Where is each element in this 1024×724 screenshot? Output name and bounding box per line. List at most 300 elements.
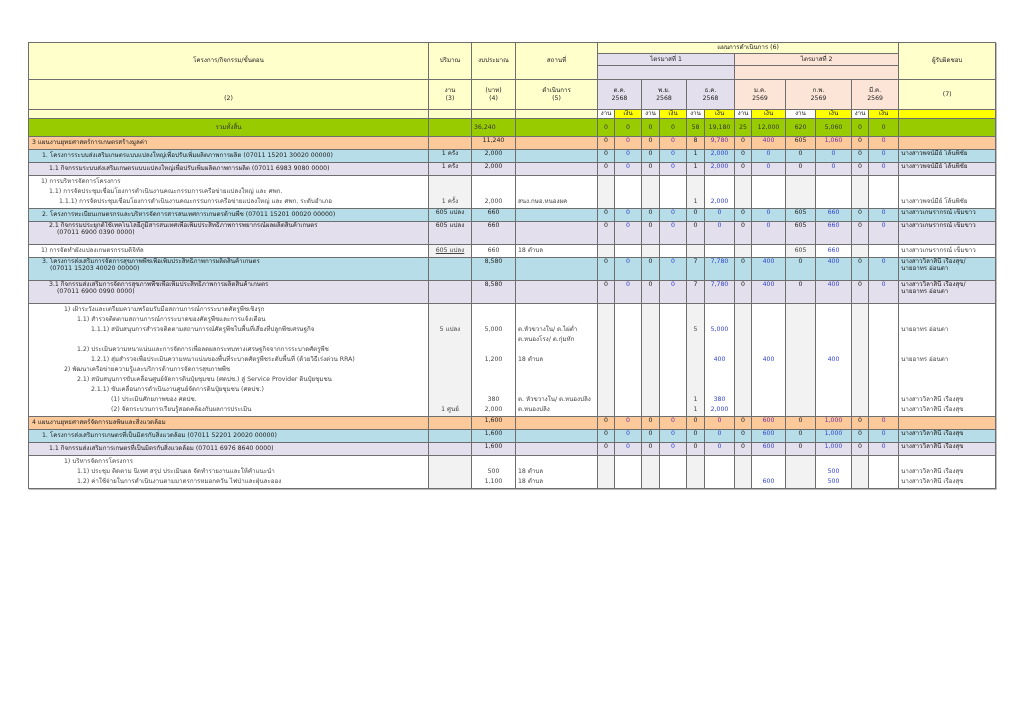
budget-cell: 2,000 <box>472 150 516 163</box>
item-cell <box>899 176 996 209</box>
header-work: งาน <box>786 110 816 119</box>
total-plan-cell: 0 <box>852 119 869 137</box>
item-plan-value <box>788 305 813 315</box>
item-plan-value <box>644 405 657 415</box>
item-cell <box>705 245 735 258</box>
item-owner: นางสาวเกษรากรณ์ เข็มขาว <box>901 247 976 254</box>
item-cell <box>735 456 752 489</box>
item-plan-value <box>818 457 849 467</box>
item-plan-value <box>662 197 684 207</box>
item-plan-value: 400 <box>827 356 840 363</box>
plan-cell: 0 <box>642 163 660 176</box>
item-plan-value <box>854 395 866 405</box>
plan-cell: 0 <box>642 430 660 443</box>
plan-cell: 0 <box>869 417 899 430</box>
owner-name: นางสาววิลาสินี เรืองสุข <box>901 430 964 437</box>
item-cell <box>752 456 786 489</box>
header-money: เงิน <box>660 110 687 119</box>
place-cell <box>516 417 598 430</box>
header-month-oct: ต.ค. 2568 <box>598 80 642 110</box>
plan-cell: 0 <box>752 222 786 245</box>
item-cell <box>642 456 660 489</box>
item-plan-value <box>644 477 657 487</box>
header-owner-num-label: (7) <box>942 90 952 98</box>
plan-cell: 0 <box>687 430 705 443</box>
plan-cell: 0 <box>852 222 869 245</box>
item-qty: 5 แปลง <box>439 326 461 333</box>
act-title-text: 1.1 กิจกรรมระบบส่งเสริมเกษตรแบบแปลงใหญ่เพื่อปรับเพิ่มผลิตภาพการผลิต (07011 6983 9080 0000) <box>49 165 330 173</box>
item-plan-value <box>754 197 783 207</box>
budget-cell: 1,600 <box>472 443 516 456</box>
plan-cell: 0 <box>687 209 705 222</box>
item-plan-value <box>600 355 612 365</box>
item-plan-value <box>707 246 732 256</box>
plan-cell: 0 <box>615 137 642 150</box>
item-plan-value <box>788 375 813 385</box>
plan-cell: 0 <box>816 150 852 163</box>
owner-cell <box>899 430 996 443</box>
total-plan-cell: 0 <box>660 119 687 137</box>
act-title <box>29 222 429 245</box>
act-row <box>29 222 996 245</box>
item-plan-value <box>871 477 896 487</box>
total-plan-cell: 620 <box>786 119 816 137</box>
item-qty <box>431 395 469 405</box>
item-plan-value <box>754 325 783 335</box>
plan-cell: 0 <box>735 417 752 430</box>
item-plan-value <box>818 405 849 415</box>
spacer <box>854 335 866 345</box>
header-work: งาน <box>735 110 752 119</box>
item-cell <box>660 245 687 258</box>
item-budget <box>474 315 513 325</box>
item-text: 1.1.1) สนับสนุนการสำรวจติดตามสถานการณ์ศัตรูพืชในพื้นที่เสี่ยงที่ปลูกพืชเศรษฐกิจ <box>91 326 315 333</box>
item-row <box>29 304 996 417</box>
plan-cell: 1,000 <box>816 430 852 443</box>
item-qty <box>431 305 469 315</box>
item-cell <box>899 245 996 258</box>
proj-title-code: (07011 15203 40020 00000) <box>50 265 140 273</box>
item-plan-value <box>854 375 866 385</box>
act-row <box>29 281 996 304</box>
item-cell <box>869 304 899 417</box>
header-place-sub: ดำเนินการ <box>542 87 571 95</box>
plan-cell: 0 <box>869 222 899 245</box>
item-place <box>518 457 595 467</box>
item-plan-value <box>617 395 639 405</box>
item-place <box>518 375 595 385</box>
act-row <box>29 443 996 456</box>
spacer <box>788 335 813 345</box>
plan-cell: 0 <box>660 417 687 430</box>
item-budget: 2,000 <box>484 198 503 205</box>
item-budget <box>474 385 513 395</box>
header-budget-label: งบประมาณ <box>478 57 509 65</box>
item-plan-value <box>737 246 749 256</box>
item-plan-value <box>788 467 813 477</box>
item-plan-value <box>644 305 657 315</box>
plan-cell: 0 <box>786 281 816 304</box>
item-plan-value <box>617 246 639 256</box>
item-plan-value <box>737 325 749 335</box>
item-budget: 1,100 <box>484 478 503 485</box>
plan-cell: 400 <box>816 258 852 281</box>
header-qty-label: ปริมาณ <box>439 57 461 65</box>
item-place <box>518 345 595 355</box>
plan-cell: 1,000 <box>816 417 852 430</box>
item-plan-value <box>737 457 749 467</box>
plan-cell: 0 <box>642 443 660 456</box>
item-cell <box>472 456 516 489</box>
act-row <box>29 163 996 176</box>
item-plan-value: 2,000 <box>710 198 729 205</box>
item-cell <box>786 245 816 258</box>
header-money: เงิน <box>869 110 899 119</box>
item-cell <box>472 304 516 417</box>
plan-cell: 600 <box>752 430 786 443</box>
item-plan-value <box>737 315 749 325</box>
item-cell <box>816 245 852 258</box>
plan-cell: 0 <box>598 417 615 430</box>
spacer <box>737 335 749 345</box>
item-text: 1.1.1) การจัดประชุมเชื่อมโยงการดำเนินงานคณะกรรมการเครือข่ายแปลงใหญ่ และ ศพก. ระดับอำเภอ <box>59 198 332 205</box>
total-plan-cell: 0 <box>598 119 615 137</box>
plan-cell: 0 <box>660 443 687 456</box>
item-budget: 1,200 <box>484 356 503 363</box>
plan-cell: 0 <box>660 209 687 222</box>
budget-cell: 2,000 <box>472 163 516 176</box>
item-plan-value <box>617 467 639 477</box>
item-budget <box>474 345 513 355</box>
item-cell <box>29 304 429 417</box>
item-plan-value <box>788 355 813 365</box>
item-plan-value <box>737 405 749 415</box>
spacer <box>644 335 657 345</box>
item-qty <box>431 345 469 355</box>
item-plan-value <box>737 305 749 315</box>
item-plan-value <box>707 385 732 395</box>
plan-cell: 0 <box>598 222 615 245</box>
plan-cell: 0 <box>852 281 869 304</box>
plan-cell: 0 <box>615 417 642 430</box>
item-budget: 660 <box>487 247 500 254</box>
plan-cell: 0 <box>735 163 752 176</box>
header-work: งาน <box>642 110 660 119</box>
plan-cell: 0 <box>598 258 615 281</box>
item-plan-value <box>754 395 783 405</box>
item-plan-value <box>871 375 896 385</box>
item-plan-value: 400 <box>713 356 726 363</box>
item-plan-value: 380 <box>713 396 726 403</box>
item-place-2: ต.หนองโรง/ ต.กุ่มหัก <box>518 336 575 343</box>
proj-row <box>29 150 996 163</box>
header-quarter-1-space <box>598 66 735 80</box>
item-plan-value <box>600 197 612 207</box>
plan-cell: 0 <box>786 430 816 443</box>
spacer <box>871 335 896 345</box>
item-plan-value <box>617 355 639 365</box>
header-quarter-2-space <box>735 66 899 80</box>
plan-cell: 600 <box>752 417 786 430</box>
item-cell <box>852 176 869 209</box>
item-cell <box>705 176 735 209</box>
item-plan-value <box>818 325 849 335</box>
item-cell <box>29 245 429 258</box>
item-plan-value: 2,000 <box>710 406 729 413</box>
plan-cell: 0 <box>660 163 687 176</box>
item-cell <box>516 176 598 209</box>
table-body <box>29 119 996 489</box>
plan-title <box>29 137 429 150</box>
qty-cell <box>429 417 472 430</box>
plan-cell: 605 <box>786 222 816 245</box>
item-cell <box>786 456 816 489</box>
plan-cell: 0 <box>660 430 687 443</box>
item-plan-value <box>818 315 849 325</box>
item-cell <box>516 304 598 417</box>
plan-cell: 1 <box>687 163 705 176</box>
header-place-label: สถานที่ <box>546 57 567 65</box>
item-cell <box>786 176 816 209</box>
owner-name: นางสาวเกษรากรณ์ เข็มขาว <box>901 222 976 229</box>
plan-cell: 0 <box>598 137 615 150</box>
item-cell <box>852 456 869 489</box>
item-owner: นายอาทร อ่อนตา <box>901 326 949 333</box>
plan-cell: 1,000 <box>816 443 852 456</box>
owner-name: นางสาวพจน์มีย์ โล้นพิชัย <box>901 163 968 170</box>
item-cell <box>598 245 615 258</box>
plan-cell: 7 <box>687 258 705 281</box>
item-plan-value <box>644 355 657 365</box>
item-plan-value <box>871 246 896 256</box>
plan-cell: 0 <box>660 150 687 163</box>
item-plan-value <box>689 305 702 315</box>
header-month-dec: ธ.ค. 2568 <box>687 80 735 110</box>
header-month-feb: ก.พ. 2569 <box>786 80 852 110</box>
plan-cell: 0 <box>816 163 852 176</box>
proj-row <box>29 258 996 281</box>
owner-name: นางสาวพจน์มีย์ โล้นพิชัย <box>901 150 968 157</box>
total-plan-cell: 0 <box>869 119 899 137</box>
qty-cell <box>429 137 472 150</box>
item-plan-value <box>644 385 657 395</box>
total-label: รวมทั้งสิ้น <box>29 119 429 137</box>
item-plan-value <box>662 325 684 335</box>
proj-row <box>29 209 996 222</box>
plan-cell: 0 <box>615 150 642 163</box>
plan-cell: 0 <box>660 281 687 304</box>
plan-cell: 400 <box>816 281 852 304</box>
item-row <box>29 176 996 209</box>
owner-name: นางสาวเกษรากรณ์ เข็มขาว <box>901 209 976 216</box>
item-cell <box>735 176 752 209</box>
plan-cell: 0 <box>869 150 899 163</box>
header-qty-unit: งาน <box>444 87 456 95</box>
owner-cell <box>899 417 996 430</box>
item-cell <box>752 304 786 417</box>
place-cell <box>516 281 598 304</box>
header-place-num <box>516 80 598 110</box>
plan-cell: 0 <box>735 443 752 456</box>
item-plan-value <box>707 375 732 385</box>
owner-cell <box>899 137 996 150</box>
item-qty <box>431 355 469 365</box>
item-qty: 1 ศูนย์ <box>441 406 459 413</box>
item-plan-value <box>754 467 783 477</box>
item-plan-value <box>662 365 684 375</box>
plan-cell: 7,780 <box>705 258 735 281</box>
item-plan-value <box>707 467 732 477</box>
item-cell <box>642 245 660 258</box>
item-text: (1) ประเมินศักยภาพของ ศดปช. <box>111 396 197 403</box>
item-cell <box>429 304 472 417</box>
item-plan-value <box>754 315 783 325</box>
item-cell <box>816 304 852 417</box>
item-plan-value <box>644 365 657 375</box>
item-plan-value <box>689 246 702 256</box>
total-plan-cell: 5,060 <box>816 119 852 137</box>
item-plan-value <box>617 365 639 375</box>
item-plan-value <box>617 197 639 207</box>
item-place: ต. หัวขวางใน/ ต.หนองปลิง <box>518 396 591 403</box>
item-cell <box>29 456 429 489</box>
spacer <box>600 335 612 345</box>
spacer <box>707 335 732 345</box>
item-plan-value <box>662 315 684 325</box>
item-place: 18 ตำบล <box>518 478 544 485</box>
place-cell <box>516 137 598 150</box>
item-place: 18 ตำบล <box>518 356 544 363</box>
plan-cell: 0 <box>642 222 660 245</box>
plan-cell: 0 <box>660 137 687 150</box>
item-cell <box>642 304 660 417</box>
item-plan-value <box>662 457 684 467</box>
item-budget: 5,000 <box>484 326 503 333</box>
plan-cell: 0 <box>615 443 642 456</box>
spacer <box>474 335 513 345</box>
act-title <box>29 163 429 176</box>
qty-cell: 605 แปลง <box>429 209 472 222</box>
total-budget: 36,240 <box>472 119 516 137</box>
item-plan-value <box>788 477 813 487</box>
item-plan-value <box>600 477 612 487</box>
item-plan-value <box>754 305 783 315</box>
item-text: 1) บริหารจัดการโครงการ <box>64 458 133 465</box>
plan-cell: 0 <box>752 209 786 222</box>
plan-cell: 1,060 <box>816 137 852 150</box>
header-activity-num <box>29 80 429 110</box>
owner-cell <box>899 222 996 245</box>
proj-title-text: 2. โครงการทะเบียนเกษตรกรและบริหารจัดการสารสนเทศการเกษตรด้านพืช (07011 15201 00020 00000) <box>42 211 336 219</box>
plan-cell: 660 <box>816 209 852 222</box>
item-plan-value: 600 <box>762 478 775 485</box>
item-cell <box>660 304 687 417</box>
plan-cell: 0 <box>869 163 899 176</box>
item-qty <box>431 477 469 487</box>
item-plan-value <box>689 457 702 467</box>
plan-cell: 0 <box>598 443 615 456</box>
item-plan-value <box>644 375 657 385</box>
item-plan-value <box>871 365 896 375</box>
item-plan-value <box>662 355 684 365</box>
item-owner <box>901 305 993 315</box>
act-title <box>29 281 429 304</box>
plan-cell: 0 <box>705 209 735 222</box>
budget-cell: 660 <box>472 222 516 245</box>
item-plan-value <box>617 305 639 315</box>
header-budget-num <box>472 80 516 110</box>
item-plan-value: 400 <box>762 356 775 363</box>
item-plan-value <box>737 345 749 355</box>
plan-row <box>29 137 996 150</box>
item-plan-value <box>871 355 896 365</box>
item-plan-value: 500 <box>827 478 840 485</box>
item-plan-value <box>788 405 813 415</box>
item-qty: 1 ครั้ง <box>441 198 459 205</box>
item-plan-value <box>854 355 866 365</box>
item-cell <box>516 245 598 258</box>
header-activity <box>29 43 429 80</box>
plan-cell: 0 <box>735 137 752 150</box>
header-month-nov: พ.ย. 2568 <box>642 80 687 110</box>
item-text: 1.2.1) สุ่มสำรวจเพื่อประเมินความหนาแน่นของพื้นที่ระบาดศัตรูพืชระดับพื้นที่ (ด้วยวิธีเร่งด่วน RRA) <box>91 356 355 363</box>
plan-cell: 0 <box>735 150 752 163</box>
item-qty <box>431 375 469 385</box>
spacer <box>689 335 702 345</box>
item-plan-value: 1 <box>693 406 698 413</box>
item-cell <box>615 456 642 489</box>
item-plan-value <box>689 375 702 385</box>
item-plan-value <box>871 467 896 477</box>
header-budget-num-label: (4) <box>489 94 498 102</box>
proj-title <box>29 258 429 281</box>
item-cell <box>786 304 816 417</box>
item-plan-value <box>818 375 849 385</box>
item-owner: นางสาววิลาสินี เรืองสุข <box>901 468 964 475</box>
header-money: เงิน <box>615 110 642 119</box>
plan-cell: 7,780 <box>705 281 735 304</box>
item-budget <box>474 375 513 385</box>
item-plan-value <box>854 365 866 375</box>
plan-cell: 0 <box>598 150 615 163</box>
owner-cell <box>899 443 996 456</box>
item-plan-value <box>737 395 749 405</box>
total-plan-cell: 25 <box>735 119 752 137</box>
plan-cell: 400 <box>752 258 786 281</box>
item-plan-value <box>871 315 896 325</box>
item-cell <box>852 304 869 417</box>
item-place: 18 ตำบล <box>518 247 544 254</box>
plan-cell: 0 <box>615 222 642 245</box>
item-plan-value <box>644 246 657 256</box>
item-plan-value: 605 <box>794 247 807 254</box>
item-plan-value <box>644 457 657 467</box>
item-plan-value <box>788 197 813 207</box>
item-plan-value <box>617 457 639 467</box>
plan-cell: 9,780 <box>705 137 735 150</box>
item-cell <box>869 456 899 489</box>
item-plan-value <box>737 477 749 487</box>
spacer <box>662 335 684 345</box>
item-text: 1.2) ประเมินความหนาแน่นและการจัดการเพื่อลดผลกระทบทางเศรษฐกิจจากการระบาดศัตรูพืช <box>77 346 329 353</box>
item-plan-value <box>788 315 813 325</box>
plan-cell: 0 <box>735 430 752 443</box>
item-plan-value <box>788 365 813 375</box>
header-quarter-1: ไตรมาสที่ 1 <box>598 54 735 66</box>
plan-cell: 0 <box>615 258 642 281</box>
item-plan-value <box>644 315 657 325</box>
header-qty-num <box>429 80 472 110</box>
